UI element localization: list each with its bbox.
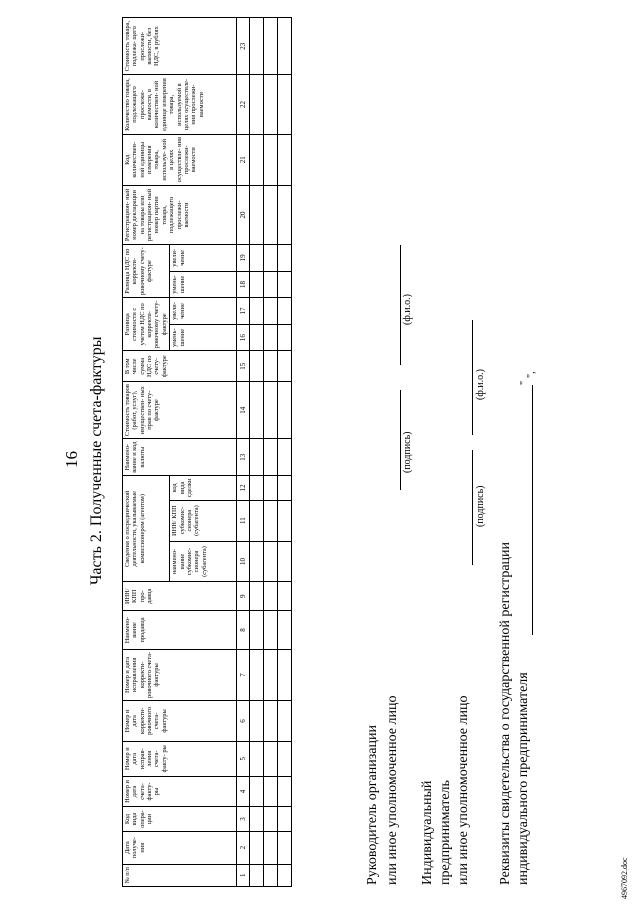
table-row xyxy=(250,18,264,887)
col-number: 22 xyxy=(237,75,250,134)
col-number: 2 xyxy=(237,831,250,864)
ip-podpis-caption: (подпись) xyxy=(475,485,486,527)
col-header: умень- шение xyxy=(170,271,237,298)
col-header: Количество товара, подлежащего прослежи- ваемости, в количествен- ной единице измерения товара, используемой в целях осуществле- ния прослежи- ваемости xyxy=(123,75,237,134)
col-number: 20 xyxy=(237,185,250,244)
head-label-line1: Руководитель организации xyxy=(365,725,380,885)
col-header: Наимено- вание и код валюты xyxy=(123,439,237,476)
col-header: ИНН/ КПП про- давца xyxy=(123,582,237,611)
col-header: наимено- вание субкомис- сионера (субагента) xyxy=(170,541,237,582)
registration-quote-comma: ", xyxy=(526,371,537,378)
ip-name-line xyxy=(472,320,473,435)
ip-label-line1: Индивидуальный xyxy=(420,780,435,885)
col-header: Стоимость товара, подлежа- щего прослежи- ваемости, без НДС, в рублях xyxy=(123,18,237,75)
col-number: 9 xyxy=(237,582,250,611)
col-header: Код вида опера- ции xyxy=(123,807,237,832)
registration-line xyxy=(532,385,533,635)
col-number: 11 xyxy=(237,500,250,541)
registration-quote: " xyxy=(519,380,530,385)
registration-label-line2: индивидуального предпринимателя xyxy=(516,672,531,885)
col-header: Номер и дата исправ- ления счета- факту- ры xyxy=(123,741,237,776)
col-group-header: Сведения о посреднической деятельности, указываемые комиссионером (агентом) xyxy=(123,476,170,582)
col-group-header: Разница НДС по корректи- ровочному счету-фактуре xyxy=(123,245,170,298)
invoices-table xyxy=(122,17,292,887)
page-number: 16 xyxy=(62,451,81,468)
col-header: код вида сделки xyxy=(170,476,237,501)
col-number: 12 xyxy=(237,476,250,501)
head-podpis-caption: (подпись) xyxy=(402,431,413,473)
head-label-line2: или иное уполномоченное лицо xyxy=(385,695,400,885)
ip-label-line3: или иное уполномоченное лицо xyxy=(456,695,471,885)
col-header: увели- чение xyxy=(170,298,237,325)
col-number: 18 xyxy=(237,271,250,298)
col-header: Дата получе- ния xyxy=(123,831,237,864)
col-header: Номер и дата исправления корректи- ровочного счета- фактуры xyxy=(123,649,237,700)
ip-signature-line xyxy=(472,450,473,565)
table-header-row xyxy=(123,18,170,887)
col-header: Номер и дата корректи- ровочного счета- фактуры xyxy=(123,700,237,741)
col-header: Наимено- вание продавца xyxy=(123,611,237,650)
col-number: 5 xyxy=(237,741,250,776)
col-number: 4 xyxy=(237,776,250,807)
col-number: 19 xyxy=(237,245,250,272)
col-number: 17 xyxy=(237,298,250,325)
page-title: Часть 2. Полученные счета-фактуры xyxy=(88,336,105,585)
file-id: 4967092.doc xyxy=(620,857,629,899)
registration-label-line1: Реквизиты свидетельства о государственной регистрации xyxy=(498,541,513,885)
col-group-header: Разница стоимости с учетом НДС по корректи- ровочному счету-фактуре xyxy=(123,298,170,351)
col-number: 3 xyxy=(237,807,250,832)
col-number: 6 xyxy=(237,700,250,741)
col-header: Стоимость товаров (работ, услуг), имуществен- ных прав по счету-фактуре xyxy=(123,382,237,439)
head-name-line xyxy=(400,245,401,365)
col-header: умень- шение xyxy=(170,324,237,351)
ip-label-line2: предприниматель xyxy=(438,780,453,885)
ip-fio-caption: (ф.и.о.) xyxy=(475,369,486,400)
table-row xyxy=(278,18,292,887)
head-fio-caption: (ф.и.о.) xyxy=(402,294,413,325)
table-row xyxy=(264,18,278,887)
head-signature-line xyxy=(400,390,401,490)
col-number: 8 xyxy=(237,611,250,650)
col-header: увели- чение xyxy=(170,245,237,272)
col-number: 16 xyxy=(237,324,250,351)
col-number: 7 xyxy=(237,649,250,700)
col-header: Код количествен- ной единицы измерения товара, используе- мой в целях осуществле- ния прослежи- ваемости xyxy=(123,134,237,185)
col-header: В том числе сумма НДС по счету- фактуре xyxy=(123,351,237,382)
col-number: 21 xyxy=(237,134,250,185)
col-header: Номер и дата счета- факту- ры xyxy=(123,776,237,807)
col-number: 10 xyxy=(237,541,250,582)
col-header: ИНН/ КПП субкомис- сионера (субагента) xyxy=(170,500,237,541)
col-number: 13 xyxy=(237,439,250,476)
col-number: 15 xyxy=(237,351,250,382)
col-number: 1 xyxy=(237,864,250,886)
col-number: 23 xyxy=(237,18,250,75)
col-header: № п/п xyxy=(123,864,237,886)
column-numbers-row xyxy=(237,18,250,887)
col-header: Регистрацион- ный номер декларации на товары или регистрацион- ный номер партии товара, подлежащего прослежи- ваемости xyxy=(123,185,237,244)
col-number: 14 xyxy=(237,382,250,439)
